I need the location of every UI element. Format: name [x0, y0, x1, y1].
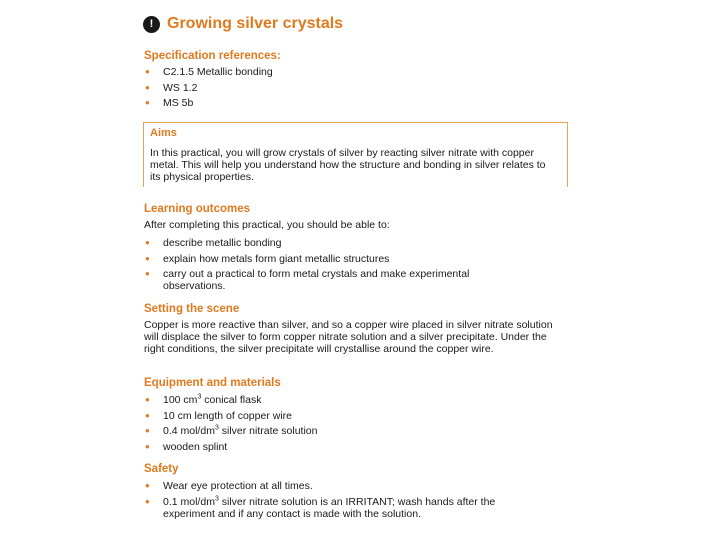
- list-item: ● 0.4 mol/$dm^3$ silver nitrate solution: [145, 424, 318, 438]
- page-title: Growing silver crystals: [167, 15, 344, 32]
- bullet-icon: ●: [145, 253, 150, 263]
- bullet-icon: ●: [145, 442, 150, 452]
- bullet-icon: ●: [145, 410, 150, 420]
- title-row: [143, 13, 343, 35]
- bullet-icon: ●: [145, 82, 150, 92]
- bullet-icon: ●: [145, 67, 150, 76]
- list-item: ● 10 cm length of copper wire: [145, 409, 292, 422]
- hazard-icon: !: [143, 16, 160, 33]
- list-item: ● C2.1.5 Metallic bonding: [145, 66, 273, 78]
- bullet-icon: ●: [145, 496, 150, 506]
- list-item: ● wooden splint: [145, 441, 228, 454]
- spec-list: [144, 66, 273, 113]
- list-item: ● explain how metals form giant metallic structures: [145, 252, 390, 265]
- aims-text: In this practical, you will grow crystals of silver by reacting silver nitrate with copper metal. This will help you understand how the structure and bonding in silver relates to its physical properties.: [150, 147, 546, 183]
- bullet-icon: ●: [145, 481, 150, 490]
- equipment-heading: Equipment and materials: [144, 377, 281, 389]
- scene-heading: Setting the scene: [144, 303, 240, 315]
- bullet-icon: ●: [145, 238, 150, 247]
- list-item: ● 0.1 mol/$dm^3$ silver nitrate solution is an IRRITANT; wash hands after the experiment and if any contact is made with the solution.: [145, 495, 496, 520]
- bullet-icon: ●: [145, 98, 150, 108]
- list-item: ● describe metallic bonding: [145, 237, 282, 249]
- bullet-icon: ●: [145, 269, 150, 279]
- spec-heading: Specification references:: [144, 50, 281, 62]
- learning-heading: Learning outcomes: [144, 203, 251, 215]
- bullet-icon: ●: [145, 395, 150, 404]
- scene-text: Copper is more reactive than silver, and so a copper wire placed in silver nitrate solution will displace the silver to form copper nitrate solution and a silver precipitate. Under the right conditions, the silver precipitate will crystallise around the copper wire.: [144, 319, 553, 355]
- aims-heading: Aims: [150, 127, 177, 139]
- aims-box: [143, 122, 568, 187]
- learning-list: [144, 237, 524, 296]
- list-item: ● 100 $cm^3$ conical flask: [145, 393, 262, 406]
- safety-heading: Safety: [144, 463, 179, 475]
- safety-list: [144, 480, 539, 520]
- box-corner: [554, 174, 568, 187]
- equipment-list: [144, 394, 317, 457]
- list-item: ● carry out a practical to form metal crystals and make experimental observations.: [145, 268, 470, 293]
- list-item: ● MS 5b: [145, 97, 194, 110]
- list-item: ● WS 1.2: [145, 81, 198, 94]
- learning-intro: After completing this practical, you should be able to:: [144, 219, 390, 231]
- bullet-icon: ●: [145, 426, 150, 436]
- list-item: ● Wear eye protection at all times.: [145, 480, 313, 492]
